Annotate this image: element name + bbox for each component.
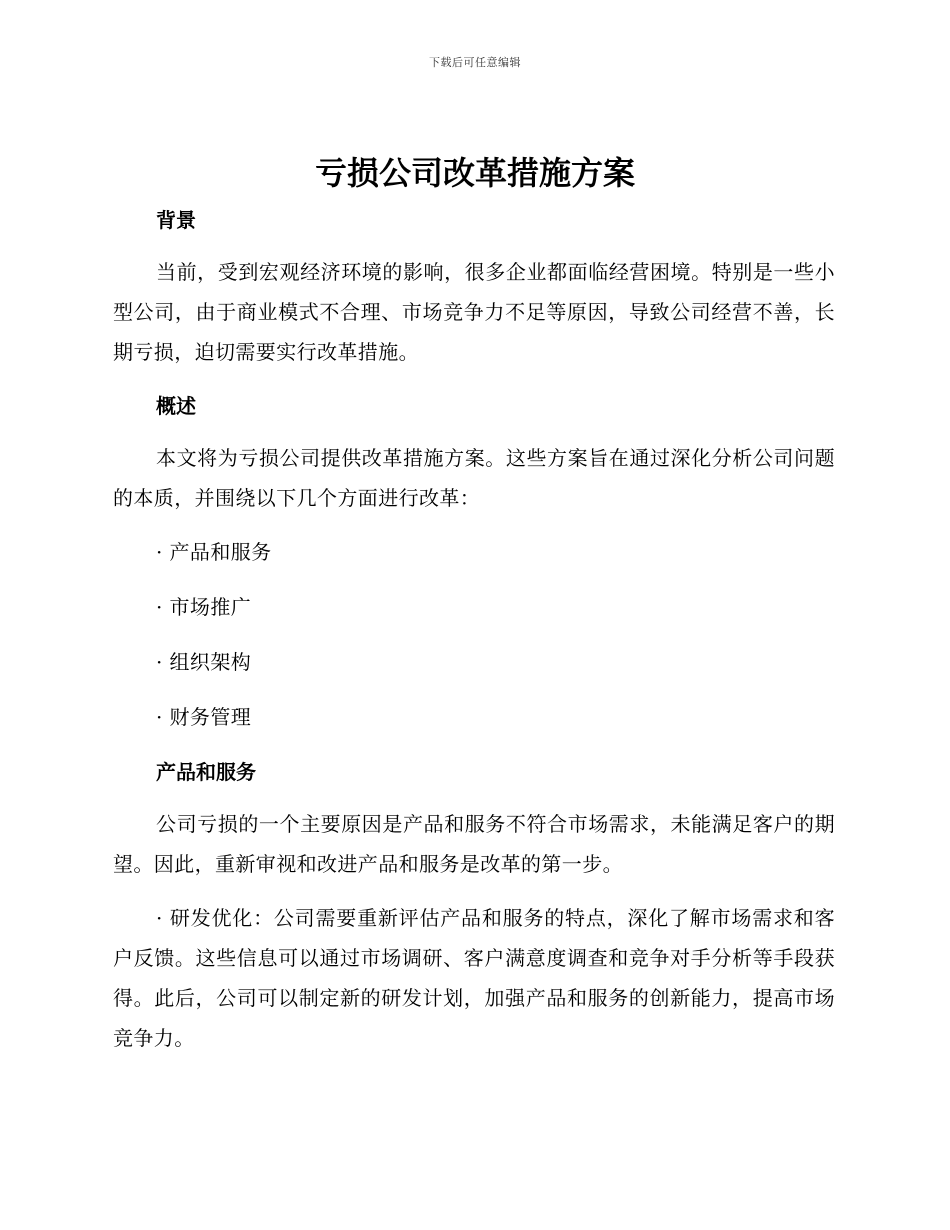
page-header-note: 下载后可任意编辑 — [429, 56, 521, 69]
background-paragraph: 当前，受到宏观经济环境的影响，很多企业都面临经营困境。特别是一些小型公司，由于商业模式不合理、市场竞争力不足等原因，导致公司经营不善，长期亏损，迫切需要实行改革措施。 — [113, 260, 835, 364]
overview-bullet-organization: · 组织架构 — [156, 650, 252, 674]
section-heading-overview: 概述 — [156, 394, 196, 418]
document-title: 亏损公司改革措施方案 — [314, 154, 635, 192]
document-body — [113, 200, 835, 1072]
products-rd-paragraph: · 研发优化：公司需要重新评估产品和服务的特点，深化了解市场需求和客户反馈。这些信息可以通过市场调研、客户满意度调查和竞争对手分析等手段获得。此后，公司可以制定新的研发计划，加强产品和服务的创新能力，提高市场竞争力。 — [113, 906, 835, 1050]
overview-bullet-finance: · 财务管理 — [156, 705, 252, 729]
section-heading-background: 背景 — [156, 208, 196, 232]
overview-bullet-marketing: · 市场推广 — [156, 595, 252, 619]
overview-paragraph: 本文将为亏损公司提供改革措施方案。这些方案旨在通过深化分析公司问题的本质，并围绕以下几个方面进行改革： — [113, 446, 835, 510]
products-paragraph: 公司亏损的一个主要原因是产品和服务不符合市场需求，未能满足客户的期望。因此，重新审视和改进产品和服务是改革的第一步。 — [113, 812, 835, 876]
section-heading-products: 产品和服务 — [156, 760, 256, 784]
overview-bullet-products: · 产品和服务 — [156, 540, 272, 564]
